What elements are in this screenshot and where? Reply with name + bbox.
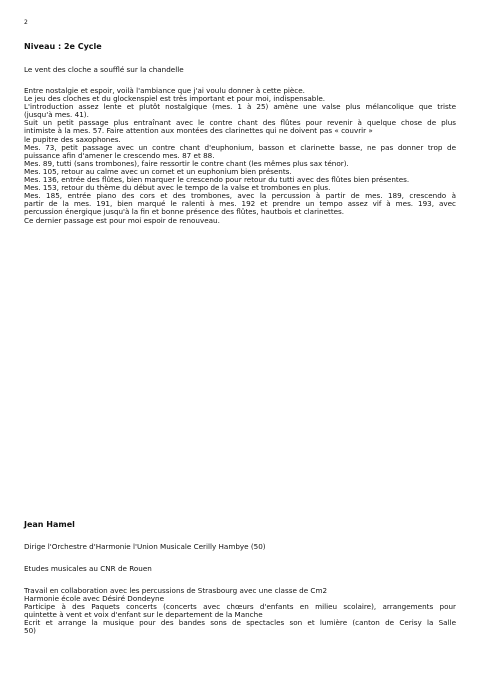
list-item: Travail en collaboration avec les percussions de Strasbourg avec une classe de Cm2 [24,586,328,595]
notes-line: Mes. 73, petit passage avec un contre chant d'euphonium, basson et clarinette basse, ne pas donner trop de [24,142,456,152]
notes-line: Ce dernier passage est pour moi espoir de renouveau. [24,215,220,225]
notes-line: intimiste à la mes. 57. Faire attention aux montées des clarinettes qui ne doivent pas « couvrir » [24,126,373,136]
author-bio-line: Dirige l'Orchestre d'Harmonie l'Union Musicale Cerilly Hambye (50) [24,542,266,551]
notes-line: (jusqu'à mes. 41). [24,110,89,120]
list-item: Ecrit et arrange la musique pour des bandes sons de spectacles son et lumière (canton de Cerisy la Salle [24,618,456,628]
notes-line: Le jeu des cloches et du glockenspiel est très important et pour moi, indispensable. [24,94,326,104]
author-name: Jean Hamel [24,520,75,529]
level-heading: Niveau : 2e Cycle [24,42,102,51]
notes-line: Mes. 153, retour du thème du début avec le tempo de la valse et trombones en plus. [24,183,331,193]
page-number: 2 [24,19,28,26]
piece-subtitle: Le vent des cloche a soufflé sur la chandelle [24,65,184,74]
notes-line: Mes. 89, tutti (sans trombones), faire ressortir le contre chant (les mêmes plus sax ténor). [24,158,349,168]
notes-line: Mes. 105, retour au calme avec un cornet et un euphonium bien présents. [24,166,292,176]
notes-line: Mes. 185, entrée piano des cors et des trombones, avec la percussion à partir de mes. 189, crescendo à [24,191,456,201]
list-item: 50) [24,626,36,636]
notes-line: Mes. 136, entrée des flûtes, bien marquer le crescendo pour retour du tutti avec des flûtes bien présentes. [24,175,410,185]
author-activities [24,587,456,636]
notes-line: le pupitre des saxophones. [24,134,121,144]
author-bio-line: Etudes musicales au CNR de Rouen [24,564,152,573]
notes-line: partir de la mes. 191, bien marqué le ralenti à mes. 192 et prendre un tempo assez vif à mes. 193, avec [24,199,456,209]
notes-line: L'introduction assez lente et plutôt nostalgique (mes. 1 à 25) amène une valse plus mélancolique que triste [24,102,456,112]
notes-line: puissance afin d'amener le crescendo mes. 87 et 88. [24,150,215,160]
list-item: Participe à des Paquets concerts (concerts avec chœurs d'enfants en milieu scolaire), arrangements pour [24,602,456,612]
notes-line: Entre nostalgie et espoir, voilà l'ambiance que j'ai voulu donner à cette pièce. [24,86,305,95]
notes-line: Suit un petit passage plus entraînant avec le contre chant des flûtes pour revenir à quelque chose de plus [24,118,456,128]
list-item: quintette à vent et voix d'enfant sur le departement de la Manche [24,610,263,620]
list-item: Harmonie école avec Désiré Dondeyne [24,594,164,604]
program-notes [24,87,456,225]
notes-line: percussion énergique jusqu'à la fin et bonne présence des flûtes, hautbois et clarinettes. [24,207,345,217]
